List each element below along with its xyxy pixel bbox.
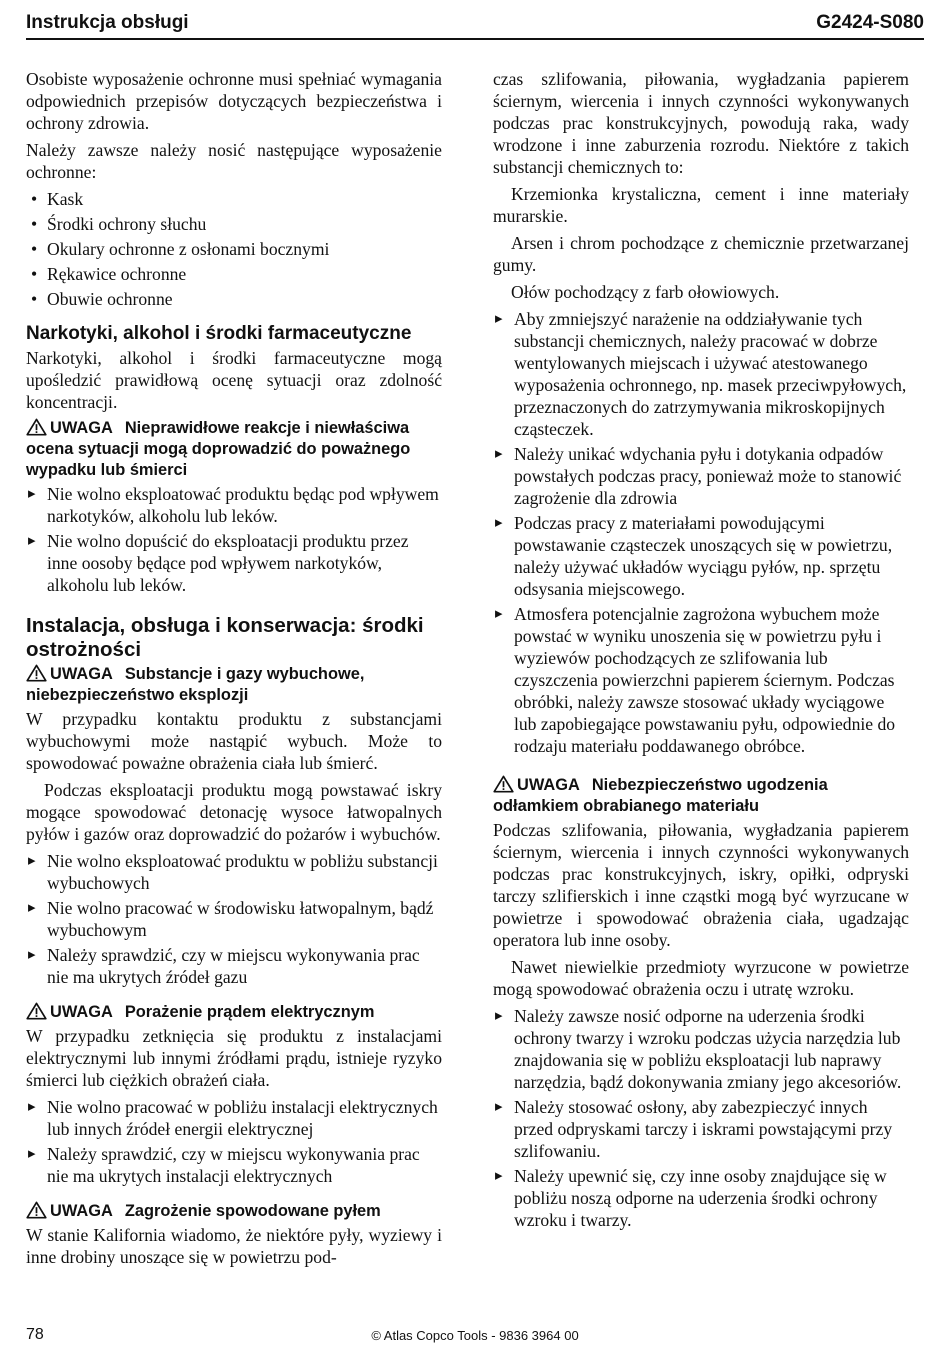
substance-silica: Krzemionka krystaliczna, cement i inne materiały murarskie. bbox=[493, 184, 909, 226]
warning-heading-electric bbox=[26, 1002, 442, 1023]
dust-instructions bbox=[493, 308, 909, 757]
list-item: • Okulary ochronne z osłonami bocznymi bbox=[29, 238, 442, 260]
warning-label: UWAGA bbox=[50, 1202, 113, 1220]
warning-label: UWAGA bbox=[50, 419, 113, 437]
list-item: • Kask bbox=[29, 188, 442, 210]
warning-label: UWAGA bbox=[50, 1003, 113, 1021]
list-item: ▸ Należy sprawdzić, czy w miejscu wykonywania prac nie ma ukrytych źródeł gazu bbox=[26, 944, 442, 988]
substance-lead: Ołów pochodzący z farb ołowiowych. bbox=[511, 282, 780, 302]
fragments-instructions bbox=[493, 1005, 909, 1231]
dust-paragraph: W stanie Kalifornia wiadomo, że niektóre pyły, wyziewy i inne drobiny unoszące się w powietrzu pod- bbox=[26, 1225, 442, 1267]
ppe-list bbox=[26, 188, 442, 310]
warning-title: Niebezpieczeństwo ugodzenia odłamkiem obrabianego materiału bbox=[493, 776, 828, 815]
page-number: 78 bbox=[26, 1326, 44, 1343]
list-item: ▸ Należy sprawdzić, czy w miejscu wykonywania prac nie ma ukrytych instalacji elektrycznych bbox=[26, 1143, 442, 1187]
warning-heading-fragments bbox=[493, 775, 909, 817]
list-item: ▸ Nie wolno pracować w pobliżu instalacji elektrycznych lub innych źródeł energii elektrycznej bbox=[26, 1096, 442, 1140]
list-item: ▸ Nie wolno eksploatować produktu w pobliżu substancji wybuchowych bbox=[26, 850, 442, 894]
warning-heading-dust bbox=[26, 1201, 442, 1222]
list-item: • Środki ochrony słuchu bbox=[29, 213, 442, 235]
list-item: ▸ Podczas pracy z materiałami powodującymi powstawanie cząsteczek unoszących się w powietrzu, należy używać układów wyciągu pyłów, np. sprzętu odsysania miejscowego. bbox=[493, 512, 909, 600]
warning-label: UWAGA bbox=[517, 776, 580, 794]
warning-title: Zagrożenie spowodowane pyłem bbox=[124, 1202, 381, 1220]
list-item: ▸ Nie wolno dopuścić do eksploatacji produktu przez inne oosoby będące pod wpływem narkotyków, alkoholu lub leków. bbox=[26, 530, 442, 596]
warning-triangle-icon bbox=[26, 418, 47, 436]
copyright-notice: © Atlas Copco Tools - 9836 3964 00 bbox=[371, 1328, 579, 1343]
left-column bbox=[26, 68, 442, 1273]
warning-title: Porażenie prądem elektrycznym bbox=[124, 1003, 375, 1021]
page-header bbox=[26, 8, 924, 40]
warning-triangle-icon bbox=[26, 1201, 47, 1219]
explosive-paragraph: W przypadku kontaktu produktu z substancjami wybuchowymi może nastąpić wybuch. Może to spowodować poważne obrażenia ciała lub śmierć. bbox=[26, 709, 442, 773]
list-item: ▸ Należy upewnić się, czy inne osoby znajdujące się w pobliżu noszą odporne na uderzenia środki ochrony wzroku i twarzy. bbox=[493, 1165, 909, 1231]
substance-arsenic: Arsen i chrom pochodzące z chemicznie przetwarzanej gumy. bbox=[493, 233, 909, 275]
list-item: ▸ Należy zawsze nosić odporne na uderzenia środki ochrony twarzy i wzroku podczas użycia narzędzia lub znajdowania się w pobliżu eksploatacji lub naprawy narzędzia, bądź dokonywania zmiany jego akcesoriów. bbox=[493, 1005, 909, 1093]
explosive-paragraph-2: Podczas eksploatacji produktu mogą powstawać iskry mogące spowodować detonację wysoce łatwopalnych pyłów i gazów oraz doprowadzić do pożarów i wybuchów. bbox=[26, 780, 442, 844]
warning-triangle-icon bbox=[26, 1002, 47, 1020]
dust-paragraph-continued: czas szlifowania, piłowania, wygładzania papierem ściernym, wiercenia i innych czynności wykonywanych podczas prac konstrukcyjnych, powodują raka, wady wrodzone i inne zaburzenia rozrodu. Niektóre z takich substancji chemicznych to: bbox=[493, 69, 909, 177]
section-heading-install: Instalacja, obsługa i konserwacja: środki ostrożności bbox=[26, 614, 424, 661]
document-title: Instrukcja obsługi bbox=[26, 12, 189, 33]
section-heading-drugs: Narkotyki, alkohol i środki farmaceutyczne bbox=[26, 323, 412, 344]
warning-title: Nieprawidłowe reakcje i niewłaściwa ocena sytuacji mogą doprowadzić do poważnego wypadku lub śmierci bbox=[26, 419, 411, 479]
warning-heading-explosive bbox=[26, 664, 442, 706]
list-item: ▸ Należy unikać wdychania pyłu i dotykania odpadów powstałych podczas pracy, ponieważ może to stanowić zagrożenie dla zdrowia bbox=[493, 443, 909, 509]
list-item: ▸ Nie wolno pracować w środowisku łatwopalnym, bądź wybuchowym bbox=[26, 897, 442, 941]
list-item: ▸ Aby zmniejszyć narażenie na oddziaływanie tych substancji chemicznych, należy pracować w dobrze wentylowanych miejscach i używać atestowanego wyposażenia ochronnego, np. masek przeciwpyłowych, przeznaczonych do zatrzymywania mikroskopijnych cząsteczek. bbox=[493, 308, 909, 440]
document-code: G2424-S080 bbox=[816, 12, 924, 33]
electric-instructions bbox=[26, 1096, 442, 1187]
ppe-paragraph: Osobiste wyposażenie ochronne musi spełniać wymagania odpowiednich przepisów dotyczących bezpieczeństwa i ochrony zdrowia. bbox=[26, 69, 442, 133]
fragments-paragraph: Podczas szlifowania, piłowania, wygładzania papierem ściernym, wiercenia i innych czynności wykonywanych podczas prac konstrukcyjnych, iskry, opiłki, odpryski tarczy szlifierskich i inne cząstki mogą być wyrzucane w powietrze i spowodować obrażenia ciała, ugadzając operatora lub inne osoby. bbox=[493, 820, 909, 950]
warning-heading-reactions bbox=[26, 418, 442, 481]
list-item: ▸ Nie wolno eksploatować produktu będąc pod wpływem narkotyków, alkoholu lub leków. bbox=[26, 483, 442, 527]
right-column bbox=[493, 68, 909, 1237]
warning-triangle-icon bbox=[26, 664, 47, 682]
warning-triangle-icon bbox=[493, 775, 514, 793]
ppe-intro: Należy zawsze należy nosić następujące wyposażenie ochronne: bbox=[26, 140, 442, 182]
list-item: • Rękawice ochronne bbox=[29, 263, 442, 285]
warning-title: Substancje i gazy wybuchowe, niebezpieczeństwo eksplozji bbox=[26, 665, 365, 704]
fragments-paragraph-2: Nawet niewielkie przedmioty wyrzucone w powietrze mogą spowodować obrażenia oczu i utratę wzroku. bbox=[493, 957, 909, 999]
list-item: ▸ Należy stosować osłony, aby zabezpieczyć innych przed odpryskami tarczy i iskrami powstającymi przy szlifowaniu. bbox=[493, 1096, 909, 1162]
drugs-instructions bbox=[26, 483, 442, 596]
electric-paragraph: W przypadku zetknięcia się produktu z instalacjami elektrycznymi lub innymi źródłami prądu, istnieje ryzyko śmierci lub ciężkich obrażeń ciała. bbox=[26, 1026, 442, 1090]
drugs-paragraph: Narkotyki, alkohol i środki farmaceutyczne mogą upośledzić prawidłową ocenę sytuacji oraz zdolność koncentracji. bbox=[26, 348, 442, 412]
warning-label: UWAGA bbox=[50, 665, 113, 683]
explosive-instructions bbox=[26, 850, 442, 988]
list-item: • Obuwie ochronne bbox=[29, 288, 442, 310]
list-item: ▸ Atmosfera potencjalnie zagrożona wybuchem może powstać w wyniku unoszenia się w powietrzu pyłu i wyziewów pochodzących ze szlifowania lub czyszczenia powierzchni papierem ściernym. Podczas obróbki, należy zawsze stosować układy wyciągowe lub zapobiegające powstawaniu pyłu, odpowiednie do rodzaju materiału poddawanego obróbce. bbox=[493, 603, 909, 757]
